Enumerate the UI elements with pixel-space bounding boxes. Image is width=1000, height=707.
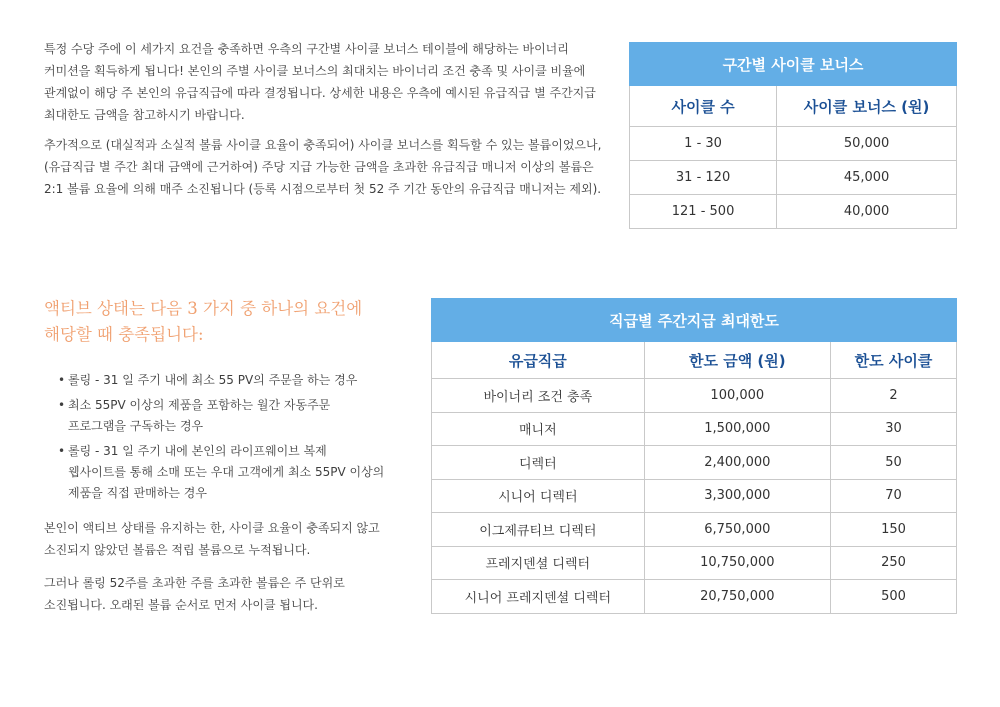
cycle-cell: 30 [831, 412, 957, 446]
rank-cell: 매니저 [432, 412, 645, 446]
paragraph-line: 소진됩니다. 오래된 볼륨 순서로 먼저 사이클 됩니다. [44, 598, 318, 612]
intro-line: (유급직급 별 주간 최대 금액에 근거하여) 주당 지급 가능한 금액을 초과한 유급직급 매니저 이상의 볼륨은 [44, 160, 594, 174]
amount-cell: 100,000 [644, 379, 830, 413]
heading-line: 해당할 때 충족됩니다: [44, 325, 204, 344]
paragraph-line: 본인이 액티브 상태를 유지하는 한, 사이클 요율이 충족되지 않고 [44, 521, 380, 535]
expiry-paragraph [44, 572, 345, 616]
cycle-cell: 70 [831, 479, 957, 513]
column-header-limit-amount: 한도 금액 (원) [644, 342, 830, 379]
list-item-line: 웹사이트를 통해 소매 또는 우대 고객에게 최소 55PV 이상의 [68, 465, 385, 479]
rank-cell: 시니어 프레지덴셜 디렉터 [432, 580, 645, 614]
list-item [58, 395, 384, 437]
intro-line: 2:1 볼륨 요율에 의해 매주 소진됩니다 (등록 시점으로부터 첫 52 주 기간 동안의 유급직급 매니저는 제외). [44, 182, 602, 196]
list-item-line: 제품을 직접 판매하는 경우 [68, 486, 207, 500]
cycle-range-cell: 31 - 120 [630, 161, 777, 195]
amount-cell: 1,500,000 [644, 412, 830, 446]
list-item-line: • 롤링 - 31 일 주기 내에 본인의 라이프웨이브 복제 [68, 444, 327, 458]
list-item-line: • 최소 55PV 이상의 제품을 포함하는 월간 자동주문 [68, 398, 331, 412]
intro-line: 최대한도 금액을 참고하시기 바랍니다. [44, 108, 245, 122]
column-header-cycle-bonus: 사이클 보너스 (원) [777, 86, 957, 127]
amount-cell: 6,750,000 [644, 513, 830, 547]
paragraph-line: 그러나 롤링 52주를 초과한 주를 초과한 볼륨은 주 단위로 [44, 576, 345, 590]
table-row [432, 513, 957, 547]
rank-cell: 시니어 디렉터 [432, 479, 645, 513]
table-row [432, 479, 957, 513]
amount-cell: 20,750,000 [644, 580, 830, 614]
table-row [432, 580, 957, 614]
paragraph-line: 소진되지 않았던 볼륨은 적립 볼륨으로 누적됩니다. [44, 543, 311, 557]
column-header-cycle-count: 사이클 수 [630, 86, 777, 127]
list-item [58, 370, 384, 391]
limit-table-title: 직급별 주간지급 최대한도 [432, 299, 957, 342]
amount-cell: 10,750,000 [644, 546, 830, 580]
amount-cell: 3,300,000 [644, 479, 830, 513]
rank-cell: 이그제큐티브 디렉터 [432, 513, 645, 547]
active-requirements-list [58, 370, 384, 508]
cycle-cell: 2 [831, 379, 957, 413]
table-row [432, 412, 957, 446]
weekly-limit-table [431, 298, 957, 614]
active-status-heading [44, 296, 362, 348]
rank-cell: 프레지덴셜 디렉터 [432, 546, 645, 580]
accumulation-paragraph [44, 517, 380, 561]
list-item-line: • 롤링 - 31 일 주기 내에 최소 55 PV의 주문을 하는 경우 [68, 373, 358, 387]
amount-cell: 2,400,000 [644, 446, 830, 480]
cycle-cell: 150 [831, 513, 957, 547]
rank-cell: 바이너리 조건 충족 [432, 379, 645, 413]
table-row [432, 546, 957, 580]
cycle-bonus-table [629, 42, 957, 229]
table-row [630, 161, 957, 195]
cycle-cell: 250 [831, 546, 957, 580]
intro-paragraph-2 [44, 134, 601, 200]
list-item [58, 441, 384, 504]
column-header-paid-rank: 유급직급 [432, 342, 645, 379]
heading-line: 액티브 상태는 다음 3 가지 중 하나의 요건에 [44, 299, 363, 318]
table-row [630, 195, 957, 229]
rank-cell: 디렉터 [432, 446, 645, 480]
bonus-amount-cell: 50,000 [777, 127, 957, 161]
cycle-cell: 500 [831, 580, 957, 614]
cycle-range-cell: 121 - 500 [630, 195, 777, 229]
column-header-limit-cycle: 한도 사이클 [831, 342, 957, 379]
cycle-range-cell: 1 - 30 [630, 127, 777, 161]
cycle-cell: 50 [831, 446, 957, 480]
intro-line: 추가적으로 (대실적과 소실적 볼륨 사이클 요율이 충족되어) 사이클 보너스를 획득할 수 있는 볼륨이었으나, [44, 138, 602, 152]
bonus-amount-cell: 45,000 [777, 161, 957, 195]
cycle-table-title: 구간별 사이클 보너스 [630, 43, 957, 86]
bonus-amount-cell: 40,000 [777, 195, 957, 229]
intro-line: 커미션을 획득하게 됩니다! 본인의 주별 사이클 보너스의 최대치는 바이너리 조건 충족 및 사이클 비율에 [44, 64, 586, 78]
table-row [432, 446, 957, 480]
table-row [432, 379, 957, 413]
intro-line: 관계없이 해당 주 본인의 유급직급에 따라 결정됩니다. 상세한 내용은 우측에 예시된 유급직급 별 주간지급 [44, 86, 596, 100]
list-item-line: 프로그램을 구독하는 경우 [68, 419, 204, 433]
intro-line: 특정 수당 주에 이 세가지 요건을 충족하면 우측의 구간별 사이클 보너스 테이블에 해당하는 바이너리 [44, 42, 569, 56]
table-row [630, 127, 957, 161]
intro-paragraph-1 [44, 38, 596, 126]
